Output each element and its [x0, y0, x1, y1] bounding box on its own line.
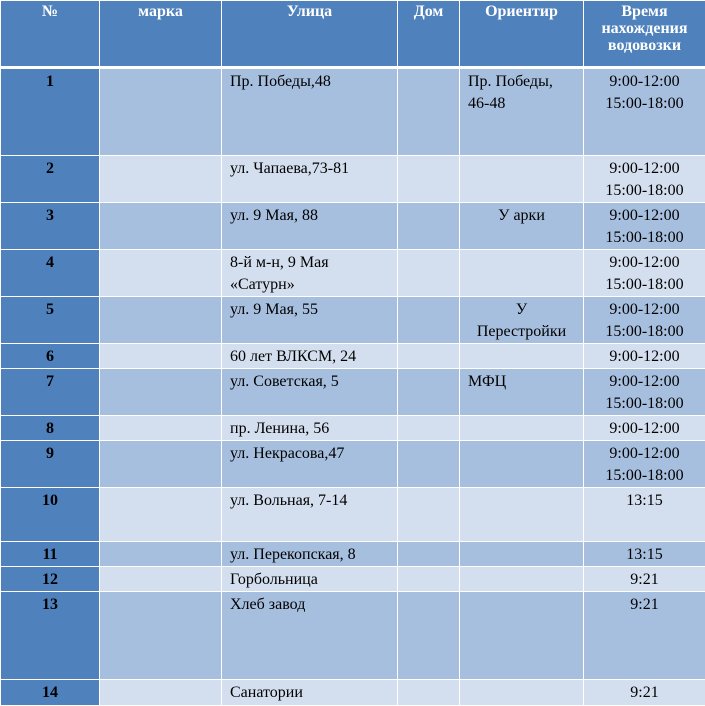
time-line: 15:00-18:00 — [584, 393, 705, 415]
time-line: 15:00-18:00 — [584, 93, 705, 115]
row-number: 11 — [1, 542, 100, 567]
street-line: ул. Вольная, 7-14 — [230, 490, 397, 512]
table-row — [1, 592, 705, 680]
table-row — [1, 156, 705, 203]
street-cell — [222, 416, 398, 441]
landmark-cell — [460, 441, 584, 488]
time-line: 9:00-12:00 — [584, 299, 705, 321]
time-cell — [584, 250, 705, 297]
time-line: 9:00-12:00 — [584, 71, 705, 93]
street-cell — [222, 488, 398, 542]
brand-cell — [100, 416, 222, 441]
time-cell — [584, 441, 705, 488]
time-line: 15:00-18:00 — [584, 227, 705, 249]
row-number: 8 — [1, 416, 100, 441]
street-cell — [222, 369, 398, 416]
house-cell — [398, 250, 460, 297]
table-row — [1, 344, 705, 369]
street-line: Хлеб завод — [230, 594, 397, 616]
brand-cell — [100, 203, 222, 250]
time-line: 9:00-12:00 — [584, 205, 705, 227]
street-line: ул. Некрасова,47 — [230, 443, 397, 465]
house-cell — [398, 488, 460, 542]
table-row — [1, 297, 705, 344]
header-time-line: Время — [584, 3, 705, 20]
brand-cell — [100, 369, 222, 416]
table-row — [1, 567, 705, 592]
row-number: 10 — [1, 488, 100, 542]
brand-cell — [100, 297, 222, 344]
landmark-line: Пр. Победы, — [468, 71, 583, 93]
house-cell — [398, 297, 460, 344]
landmark-cell — [460, 488, 584, 542]
header-time — [584, 1, 705, 68]
row-number: 5 — [1, 297, 100, 344]
street-line: ул. Чапаева,73-81 — [230, 158, 397, 180]
time-line: 9:00-12:00 — [584, 158, 705, 180]
street-line: 8-й м-н, 9 Мая — [230, 252, 397, 274]
street-cell — [222, 68, 398, 156]
brand-cell — [100, 156, 222, 203]
landmark-cell — [460, 250, 584, 297]
time-line: 9:00-12:00 — [584, 371, 705, 393]
house-cell — [398, 592, 460, 680]
landmark-cell — [460, 156, 584, 203]
landmark-cell — [460, 542, 584, 567]
street-line: ул. Советская, 5 — [230, 371, 397, 393]
street-line: ул. 9 Мая, 55 — [230, 299, 397, 321]
landmark-line: У арки — [460, 205, 583, 227]
row-number: 3 — [1, 203, 100, 250]
time-cell — [584, 416, 705, 441]
time-line: 15:00-18:00 — [584, 465, 705, 487]
table-row — [1, 203, 705, 250]
table-body — [1, 68, 705, 706]
landmark-line: МФЦ — [468, 371, 583, 393]
landmark-cell — [460, 592, 584, 680]
landmark-cell — [460, 567, 584, 592]
house-cell — [398, 68, 460, 156]
time-line: 15:00-18:00 — [584, 321, 705, 343]
table-row — [1, 488, 705, 542]
street-cell — [222, 203, 398, 250]
time-line: 9:21 — [584, 682, 705, 704]
table-row — [1, 68, 705, 156]
landmark-line: У — [460, 299, 583, 321]
street-cell — [222, 344, 398, 369]
time-line: 9:21 — [584, 569, 705, 591]
header-time-line: водовозки — [584, 37, 705, 54]
row-number: 2 — [1, 156, 100, 203]
brand-cell — [100, 592, 222, 680]
header-num: № — [1, 1, 100, 68]
street-cell — [222, 542, 398, 567]
brand-cell — [100, 68, 222, 156]
landmark-cell — [460, 68, 584, 156]
time-cell — [584, 297, 705, 344]
time-cell — [584, 156, 705, 203]
street-line: пр. Ленина, 56 — [230, 418, 397, 440]
time-cell — [584, 680, 705, 706]
time-line: 13:15 — [584, 490, 705, 512]
time-line: 15:00-18:00 — [584, 274, 705, 296]
house-cell — [398, 156, 460, 203]
header-brand: марка — [100, 1, 222, 68]
time-cell — [584, 68, 705, 156]
street-cell — [222, 297, 398, 344]
time-line: 9:00-12:00 — [584, 418, 705, 440]
brand-cell — [100, 344, 222, 369]
landmark-cell — [460, 344, 584, 369]
time-cell — [584, 488, 705, 542]
table-row — [1, 542, 705, 567]
street-cell — [222, 250, 398, 297]
row-number: 9 — [1, 441, 100, 488]
street-cell — [222, 592, 398, 680]
time-line: 13:15 — [584, 544, 705, 566]
street-line: ул. 9 Мая, 88 — [230, 205, 397, 227]
row-number: 6 — [1, 344, 100, 369]
house-cell — [398, 369, 460, 416]
time-cell — [584, 369, 705, 416]
time-line: 9:00-12:00 — [584, 252, 705, 274]
house-cell — [398, 441, 460, 488]
time-line: 9:00-12:00 — [584, 443, 705, 465]
street-cell — [222, 567, 398, 592]
street-line: Горбольница — [230, 569, 397, 591]
landmark-line: Перестройки — [460, 321, 583, 343]
street-line: Пр. Победы,48 — [230, 71, 397, 93]
row-number: 14 — [1, 680, 100, 706]
time-line: 9:21 — [584, 594, 705, 616]
house-cell — [398, 203, 460, 250]
house-cell — [398, 542, 460, 567]
table-row — [1, 680, 705, 706]
row-number: 1 — [1, 68, 100, 156]
landmark-cell — [460, 680, 584, 706]
time-cell — [584, 542, 705, 567]
brand-cell — [100, 488, 222, 542]
time-cell — [584, 567, 705, 592]
table-row — [1, 441, 705, 488]
header-street: Улица — [222, 1, 398, 68]
street-line: ул. Перекопская, 8 — [230, 544, 397, 566]
brand-cell — [100, 441, 222, 488]
street-line: «Сатурн» — [230, 274, 397, 296]
row-number: 7 — [1, 369, 100, 416]
time-line: 15:00-18:00 — [584, 180, 705, 202]
street-line: 60 лет ВЛКСМ, 24 — [230, 346, 397, 368]
header-time-line: нахождения — [584, 20, 705, 37]
house-cell — [398, 680, 460, 706]
row-number: 12 — [1, 567, 100, 592]
time-cell — [584, 203, 705, 250]
time-line: 9:00-12:00 — [584, 346, 705, 368]
table-row — [1, 416, 705, 441]
header-house: Дом — [398, 1, 460, 68]
table-row — [1, 369, 705, 416]
house-cell — [398, 344, 460, 369]
landmark-cell — [460, 369, 584, 416]
brand-cell — [100, 567, 222, 592]
street-cell — [222, 441, 398, 488]
street-cell — [222, 680, 398, 706]
landmark-cell — [460, 297, 584, 344]
time-cell — [584, 592, 705, 680]
time-cell — [584, 344, 705, 369]
brand-cell — [100, 542, 222, 567]
brand-cell — [100, 250, 222, 297]
row-number: 13 — [1, 592, 100, 680]
landmark-cell — [460, 416, 584, 441]
header-landmark: Ориентир — [460, 1, 584, 68]
brand-cell — [100, 680, 222, 706]
row-number: 4 — [1, 250, 100, 297]
house-cell — [398, 567, 460, 592]
house-cell — [398, 416, 460, 441]
street-cell — [222, 156, 398, 203]
street-line: Санатории — [230, 682, 397, 704]
landmark-line: 46-48 — [468, 93, 583, 115]
landmark-cell — [460, 203, 584, 250]
table-row — [1, 250, 705, 297]
header-row — [1, 1, 705, 68]
